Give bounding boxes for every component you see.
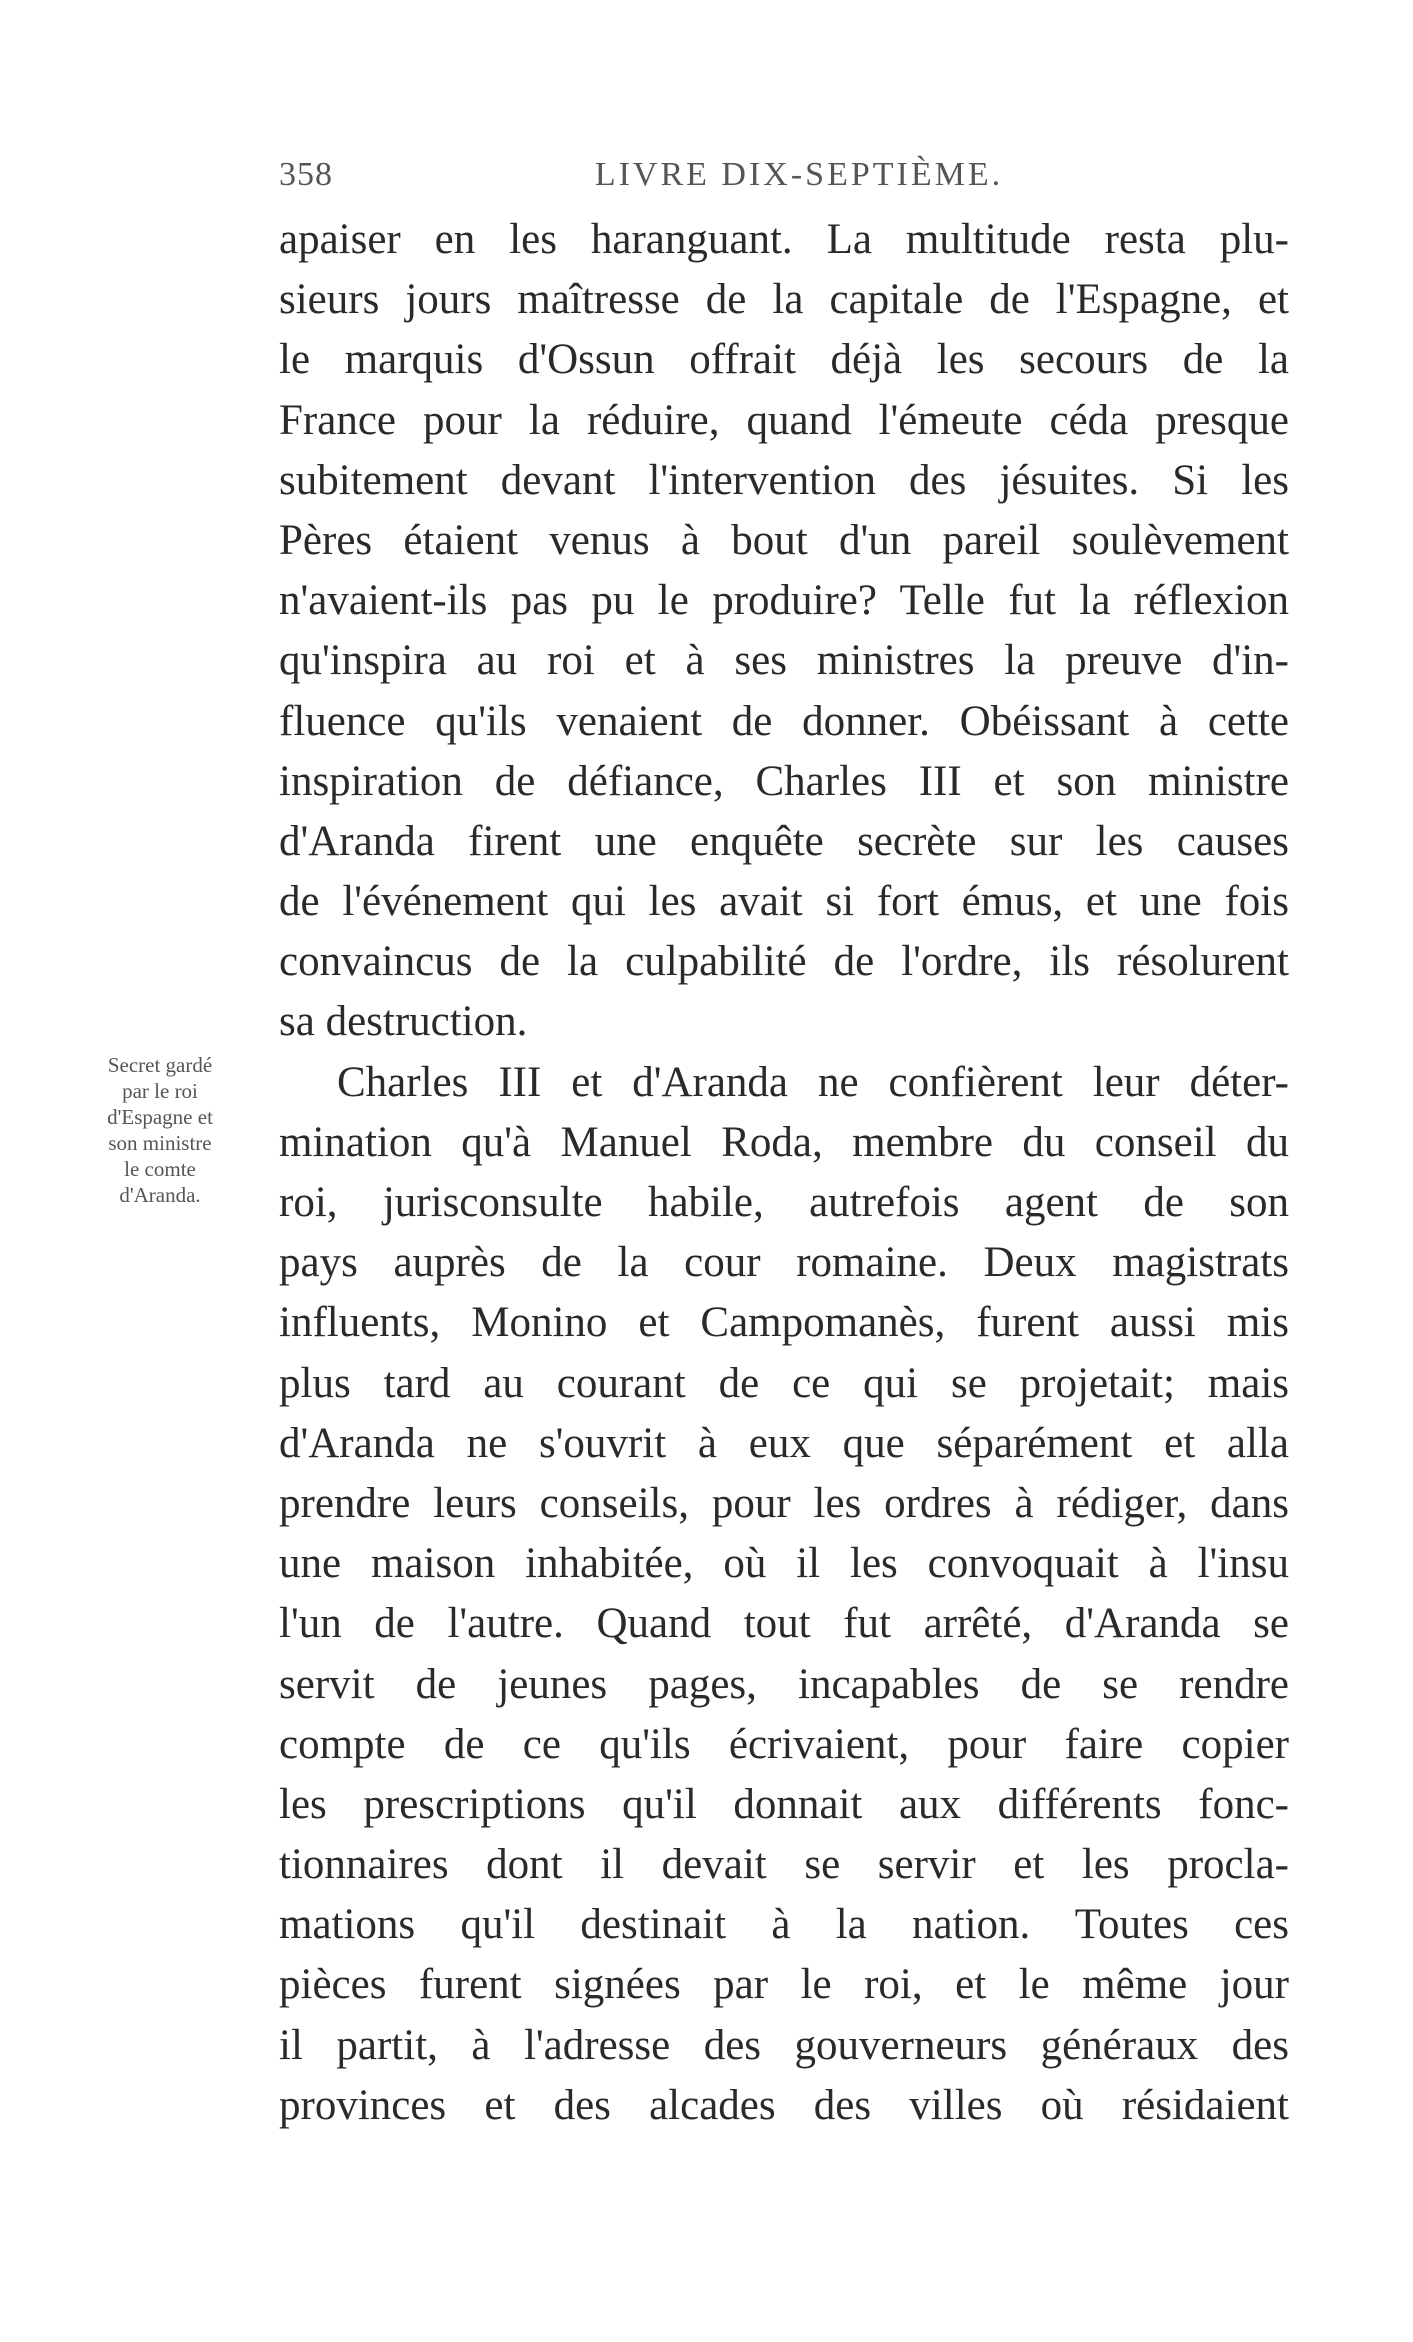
margin-note-line: le comte (124, 1157, 196, 1181)
text-line: subitement devant l'intervention des jésuites. Si les (279, 456, 1289, 504)
text-line: une maison inhabitée, où il les convoquait à l'insu (279, 1540, 1289, 1588)
text-line: Charles III et d'Aranda ne confièrent leur déter- (337, 1058, 1289, 1106)
text-line: l'un de l'autre. Quand tout fut arrêté, d'Aranda se (279, 1600, 1289, 1648)
text-line: fluence qu'ils venaient de donner. Obéissant à cette (279, 697, 1289, 745)
text-line: France pour la réduire, quand l'émeute céda presque (279, 396, 1289, 444)
text-line: roi, jurisconsulte habile, autrefois agent de son (279, 1179, 1289, 1226)
margin-note-line: d'Espagne et (107, 1105, 213, 1129)
text-line: le marquis d'Ossun offrait déjà les secours de la (279, 336, 1289, 384)
text-line: mations qu'il destinait à la nation. Toutes ces (279, 1901, 1289, 1949)
text-line: il partit, à l'adresse des gouverneurs généraux des (279, 2021, 1289, 2069)
text-line: pièces furent signées par le roi, et le même jour (279, 1961, 1289, 2009)
margin-note-line: son ministre (108, 1131, 212, 1155)
text-line: sieurs jours maîtresse de la capitale de l'Espagne, et (279, 276, 1289, 324)
text-line: compte de ce qu'ils écrivaient, pour faire copier (279, 1720, 1289, 1768)
text-line: provinces et des alcades des villes où résidaient (279, 2081, 1289, 2129)
text-line: tionnaires dont il devait se servir et les procla- (279, 1841, 1289, 1889)
body-text (279, 210, 1289, 2136)
text-line: prendre leurs conseils, pour les ordres à rédiger, dans (279, 1479, 1289, 1527)
page-number: 358 (279, 156, 333, 193)
text-line: plus tard au courant de ce qui se projetait; mais (279, 1359, 1289, 1407)
text-line: inspiration de défiance, Charles III et son ministre (279, 757, 1289, 805)
text-line: sa destruction. (279, 998, 528, 1046)
running-title: LIVRE DIX-SEPTIÈME. (594, 156, 1004, 193)
text-line: qu'inspira au roi et à ses ministres la preuve d'in- (279, 637, 1289, 685)
page-header (279, 156, 1289, 206)
margin-note (60, 1052, 260, 1208)
margin-note-line: d'Aranda. (119, 1183, 201, 1207)
text-line: pays auprès de la cour romaine. Deux magistrats (279, 1239, 1289, 1287)
text-line: Pères étaient venus à bout d'un pareil soulèvement (279, 516, 1289, 564)
text-line: de l'événement qui les avait si fort émus, et une fois (279, 878, 1289, 926)
text-line: apaiser en les haranguant. La multitude resta plu- (279, 216, 1289, 263)
margin-note-line: par le roi (122, 1079, 198, 1103)
text-line: d'Aranda firent une enquête secrète sur les causes (279, 817, 1289, 865)
text-line: mination qu'à Manuel Roda, membre du conseil du (279, 1118, 1289, 1166)
margin-note-line: Secret gardé (107, 1053, 213, 1077)
text-line: convaincus de la culpabilité de l'ordre, ils résolurent (279, 938, 1289, 986)
text-line: les prescriptions qu'il donnait aux différents fonc- (279, 1780, 1289, 1828)
text-line: influents, Monino et Campomanès, furent aussi mis (279, 1299, 1289, 1347)
text-line: servit de jeunes pages, incapables de se rendre (279, 1660, 1289, 1708)
text-line: n'avaient-ils pas pu le produire? Telle fut la réflexion (279, 577, 1289, 625)
text-line: d'Aranda ne s'ouvrit à eux que séparément et alla (279, 1419, 1289, 1467)
